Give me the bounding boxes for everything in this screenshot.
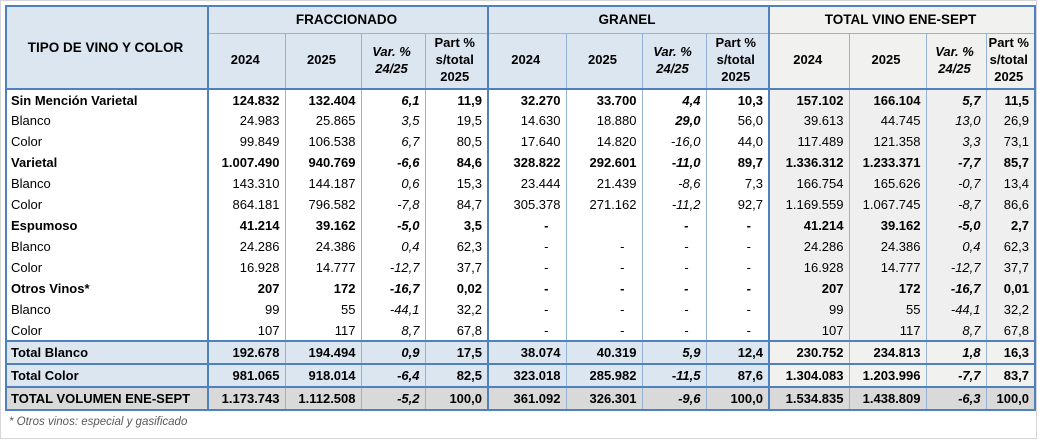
col-header-granel-2024-line: 2024 — [511, 52, 541, 68]
cell: -12,7 — [361, 257, 425, 278]
group-header-total-vino: TOTAL VINO ENE-SEPT — [769, 6, 1035, 33]
cell: 67,8 — [986, 320, 1035, 341]
cell: 85,7 — [986, 152, 1035, 173]
cell: 6,1 — [361, 89, 425, 110]
col-header-fraccionado-2025 — [285, 33, 361, 89]
cell: -7,8 — [361, 194, 425, 215]
cell: -44,1 — [926, 299, 986, 320]
group-header-fraccionado: FRACCIONADO — [208, 6, 488, 33]
cell: - — [706, 278, 769, 299]
cell: - — [706, 257, 769, 278]
col-header-total-2025-line: 2025 — [871, 52, 901, 68]
cell: 326.301 — [566, 387, 642, 410]
cell: 10,3 — [706, 89, 769, 110]
col-header-fraccionado-2025-line: 2025 — [307, 52, 336, 68]
cell: - — [706, 215, 769, 236]
cell: 14.820 — [566, 131, 642, 152]
cell: 19,5 — [425, 110, 488, 131]
row-label: Sin Mención Varietal — [11, 92, 138, 108]
cell: 21.439 — [566, 173, 642, 194]
cell: - — [566, 299, 642, 320]
cell: 92,7 — [706, 194, 769, 215]
cell: 207 — [208, 278, 285, 299]
cell: -7,7 — [926, 364, 986, 387]
row-label: Total Color — [6, 364, 208, 387]
cell: -8,6 — [642, 173, 706, 194]
cell: 100,0 — [706, 387, 769, 410]
cell: 121.358 — [849, 131, 926, 152]
col-header-total-var — [926, 33, 986, 89]
cell: 44.745 — [849, 110, 926, 131]
cell: 82,5 — [425, 364, 488, 387]
cell: 7,3 — [706, 173, 769, 194]
col-header-fraccionado-part-line: 2025 — [440, 69, 470, 85]
cell: 132.404 — [285, 89, 361, 110]
cell: -11,2 — [642, 194, 706, 215]
row-label: Blanco — [11, 113, 51, 128]
group-header-row — [6, 6, 1035, 33]
cell: 1.007.490 — [208, 152, 285, 173]
cell: 24.286 — [769, 236, 849, 257]
cell: - — [642, 278, 706, 299]
cell: - — [566, 320, 642, 341]
cell: -8,7 — [926, 194, 986, 215]
col-header-fraccionado-var — [361, 33, 425, 89]
cell: 14.630 — [488, 110, 566, 131]
cell: 99 — [208, 299, 285, 320]
row-label: Color — [11, 322, 43, 338]
cell: 0,9 — [361, 341, 425, 364]
cell: 3,5 — [361, 110, 425, 131]
cell: - — [566, 278, 642, 299]
cell: 18.880 — [566, 110, 642, 131]
table-row-color — [6, 320, 1035, 341]
cell: 165.626 — [849, 173, 926, 194]
cell: 11,5 — [986, 89, 1035, 110]
col-header-fraccionado-var-line: Var. % — [372, 43, 411, 59]
cell: 323.018 — [488, 364, 566, 387]
cell: 24.983 — [208, 110, 285, 131]
col-header-granel-var — [642, 33, 706, 89]
cell: 37,7 — [986, 257, 1035, 278]
cell — [566, 215, 642, 236]
table-row-color — [6, 257, 1035, 278]
cell: 23.444 — [488, 173, 566, 194]
cell: 107 — [208, 320, 285, 341]
wine-volume-table — [5, 5, 1036, 411]
cell: - — [488, 278, 566, 299]
table-row-blanco — [6, 299, 1035, 320]
row-label: TOTAL VOLUMEN ENE-SEPT — [6, 387, 208, 410]
row-label: Color — [11, 134, 43, 149]
corner-header-tipo-de-vino: TIPO DE VINO Y COLOR — [6, 6, 208, 89]
col-header-total-var-line: 24/25 — [938, 60, 971, 76]
row-label: Color — [11, 260, 43, 275]
col-header-granel-part-line: Part % — [715, 35, 756, 51]
cell: 5,7 — [926, 89, 986, 110]
cell: -16,0 — [642, 131, 706, 152]
cell: 172 — [849, 278, 926, 299]
cell: 143.310 — [208, 173, 285, 194]
cell: 166.754 — [769, 173, 849, 194]
cell: 32.270 — [488, 89, 566, 110]
table-row-total-color — [6, 364, 1035, 387]
table-row-blanco — [6, 236, 1035, 257]
cell: -5,2 — [361, 387, 425, 410]
cell: 230.752 — [769, 341, 849, 364]
cell: 14.777 — [849, 257, 926, 278]
cell: -9,6 — [642, 387, 706, 410]
cell: - — [488, 320, 566, 341]
cell: 83,7 — [986, 364, 1035, 387]
cell: 271.162 — [566, 194, 642, 215]
row-label: Blanco — [11, 239, 51, 254]
table-row-total-volumen-ene-sept — [6, 387, 1035, 410]
cell: 918.014 — [285, 364, 361, 387]
cell: 100,0 — [986, 387, 1035, 410]
cell: 305.378 — [488, 194, 566, 215]
cell: 33.700 — [566, 89, 642, 110]
cell: 56,0 — [706, 110, 769, 131]
cell: 0,6 — [361, 173, 425, 194]
cell: 39.613 — [769, 110, 849, 131]
cell: - — [488, 215, 566, 236]
cell: - — [488, 299, 566, 320]
cell: 0,4 — [926, 236, 986, 257]
cell: 864.181 — [208, 194, 285, 215]
cell: 172 — [285, 278, 361, 299]
cell: - — [706, 236, 769, 257]
col-header-fraccionado-part-line: Part % — [434, 35, 475, 51]
col-header-granel-var-line: 24/25 — [656, 60, 689, 76]
cell: -12,7 — [926, 257, 986, 278]
cell: 285.982 — [566, 364, 642, 387]
cell: 41.214 — [208, 215, 285, 236]
cell: 4,4 — [642, 89, 706, 110]
cell: 11,9 — [425, 89, 488, 110]
cell: - — [642, 236, 706, 257]
cell: 24.386 — [285, 236, 361, 257]
cell: 29,0 — [642, 110, 706, 131]
cell: 99 — [769, 299, 849, 320]
table-row-espumoso — [6, 215, 1035, 236]
cell: -6,4 — [361, 364, 425, 387]
cell: - — [706, 320, 769, 341]
col-header-total-2024-line: 2024 — [793, 52, 823, 68]
cell: 1.112.508 — [285, 387, 361, 410]
cell: -11,0 — [642, 152, 706, 173]
cell: - — [566, 257, 642, 278]
cell: 55 — [849, 299, 926, 320]
table-row-total-blanco — [6, 341, 1035, 364]
cell: -6,6 — [361, 152, 425, 173]
cell: 166.104 — [849, 89, 926, 110]
cell: -16,7 — [926, 278, 986, 299]
col-header-granel-var-line: Var. % — [653, 43, 692, 59]
cell: 67,8 — [425, 320, 488, 341]
cell: 0,02 — [425, 278, 488, 299]
cell: - — [488, 257, 566, 278]
col-header-fraccionado-part-line: s/total — [435, 52, 474, 68]
cell: 86,6 — [986, 194, 1035, 215]
cell: - — [706, 299, 769, 320]
cell: 157.102 — [769, 89, 849, 110]
cell: 99.849 — [208, 131, 285, 152]
cell: 124.832 — [208, 89, 285, 110]
cell: 39.162 — [849, 215, 926, 236]
cell: 1.173.743 — [208, 387, 285, 410]
cell: 62,3 — [425, 236, 488, 257]
cell: 2,7 — [986, 215, 1035, 236]
cell: -11,5 — [642, 364, 706, 387]
cell: 26,9 — [986, 110, 1035, 131]
cell: - — [642, 215, 706, 236]
col-header-fraccionado-2024 — [208, 33, 285, 89]
cell: 25.865 — [285, 110, 361, 131]
cell: 5,9 — [642, 341, 706, 364]
row-label: Otros Vinos* — [11, 281, 90, 296]
cell: 87,6 — [706, 364, 769, 387]
cell: -7,7 — [926, 152, 986, 173]
cell: 40.319 — [566, 341, 642, 364]
cell: -5,0 — [361, 215, 425, 236]
cell: 16.928 — [769, 257, 849, 278]
cell: 84,7 — [425, 194, 488, 215]
col-header-granel-2025 — [566, 33, 642, 89]
cell: - — [642, 299, 706, 320]
cell: 117 — [849, 320, 926, 341]
col-header-total-part-line: 2025 — [994, 69, 1024, 85]
cell: - — [488, 236, 566, 257]
cell: 41.214 — [769, 215, 849, 236]
cell: -44,1 — [361, 299, 425, 320]
cell: 14.777 — [285, 257, 361, 278]
cell: 89,7 — [706, 152, 769, 173]
table-row-varietal — [6, 152, 1035, 173]
cell: 100,0 — [425, 387, 488, 410]
col-header-granel-2024 — [488, 33, 566, 89]
cell: -0,7 — [926, 173, 986, 194]
cell: 328.822 — [488, 152, 566, 173]
cell: - — [642, 257, 706, 278]
cell: 32,2 — [425, 299, 488, 320]
cell: 117.489 — [769, 131, 849, 152]
col-header-granel-part-line: s/total — [716, 52, 755, 68]
cell: 981.065 — [208, 364, 285, 387]
col-header-fraccionado-var-line: 24/25 — [375, 60, 408, 76]
cell: 24.386 — [849, 236, 926, 257]
cell: -16,7 — [361, 278, 425, 299]
cell: 6,7 — [361, 131, 425, 152]
footnote: * Otros vinos: especial y gasificado — [9, 416, 188, 428]
cell: 194.494 — [285, 341, 361, 364]
group-header-granel: GRANEL — [488, 6, 769, 33]
cell: 37,7 — [425, 257, 488, 278]
cell: 3,3 — [926, 131, 986, 152]
col-header-granel-part — [706, 33, 769, 89]
cell: 17.640 — [488, 131, 566, 152]
cell: 12,4 — [706, 341, 769, 364]
cell: 0,4 — [361, 236, 425, 257]
cell: 1.169.559 — [769, 194, 849, 215]
cell: 13,0 — [926, 110, 986, 131]
cell: 361.092 — [488, 387, 566, 410]
cell: 0,01 — [986, 278, 1035, 299]
table-row-sin-menci-n-varietal — [6, 89, 1035, 110]
cell: -6,3 — [926, 387, 986, 410]
cell: 192.678 — [208, 341, 285, 364]
col-header-total-2024 — [769, 33, 849, 89]
cell: 17,5 — [425, 341, 488, 364]
cell: 3,5 — [425, 215, 488, 236]
cell: 1.304.083 — [769, 364, 849, 387]
col-header-total-2025 — [849, 33, 926, 89]
table-row-blanco — [6, 173, 1035, 194]
cell: 8,7 — [926, 320, 986, 341]
row-label: Blanco — [11, 302, 51, 317]
cell: 1.534.835 — [769, 387, 849, 410]
cell: 1.203.996 — [849, 364, 926, 387]
row-label: Blanco — [11, 176, 51, 191]
cell: 940.769 — [285, 152, 361, 173]
col-header-total-part-line: s/total — [989, 52, 1028, 68]
cell: -5,0 — [926, 215, 986, 236]
cell: 234.813 — [849, 341, 926, 364]
cell: 1.233.371 — [849, 152, 926, 173]
row-label: Espumoso — [11, 218, 78, 233]
table-row-color — [6, 131, 1035, 152]
cell: 24.286 — [208, 236, 285, 257]
cell: 1.067.745 — [849, 194, 926, 215]
cell: 207 — [769, 278, 849, 299]
cell: - — [642, 320, 706, 341]
cell: - — [566, 236, 642, 257]
cell: 117 — [285, 320, 361, 341]
cell: 84,6 — [425, 152, 488, 173]
col-header-total-part-line: Part % — [988, 35, 1029, 51]
cell: 39.162 — [285, 215, 361, 236]
cell: 55 — [285, 299, 361, 320]
cell: 796.582 — [285, 194, 361, 215]
cell: 16.928 — [208, 257, 285, 278]
col-header-fraccionado-part — [425, 33, 488, 89]
col-header-total-var-line: Var. % — [935, 43, 974, 59]
cell: 8,7 — [361, 320, 425, 341]
table-row-otros-vinos — [6, 278, 1035, 299]
cell: 16,3 — [986, 341, 1035, 364]
cell: 1,8 — [926, 341, 986, 364]
cell: 144.187 — [285, 173, 361, 194]
cell: 106.538 — [285, 131, 361, 152]
cell: 62,3 — [986, 236, 1035, 257]
col-header-fraccionado-2024-line: 2024 — [230, 52, 260, 68]
cell: 107 — [769, 320, 849, 341]
col-header-granel-2025-line: 2025 — [588, 52, 617, 68]
col-header-total-part — [986, 33, 1035, 89]
cell: 13,4 — [986, 173, 1035, 194]
cell: 73,1 — [986, 131, 1035, 152]
cell: 80,5 — [425, 131, 488, 152]
cell: 292.601 — [566, 152, 642, 173]
col-header-granel-part-line: 2025 — [721, 69, 751, 85]
cell: 44,0 — [706, 131, 769, 152]
table-row-color — [6, 194, 1035, 215]
row-label: Color — [11, 197, 43, 212]
table-row-blanco — [6, 110, 1035, 131]
row-label: Total Blanco — [6, 341, 208, 364]
row-label: Varietal — [11, 155, 58, 170]
cell: 1.336.312 — [769, 152, 849, 173]
cell: 38.074 — [488, 341, 566, 364]
cell: 1.438.809 — [849, 387, 926, 410]
cell: 15,3 — [425, 173, 488, 194]
cell: 32,2 — [986, 299, 1035, 320]
